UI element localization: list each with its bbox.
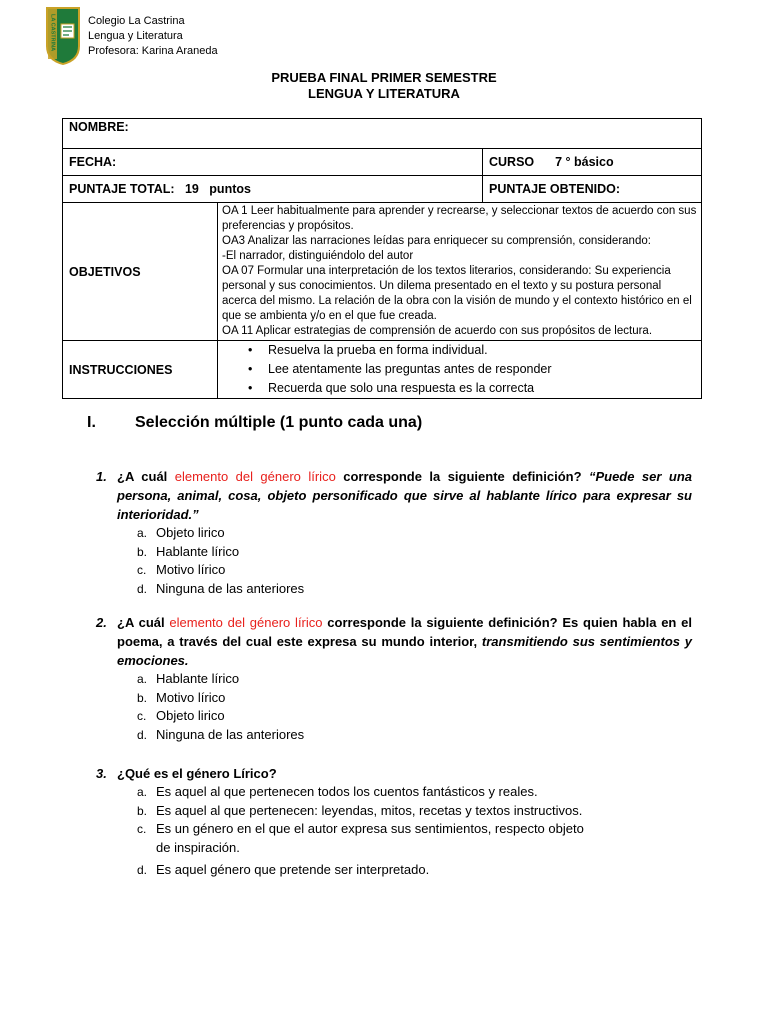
- answer-option[interactable]: [137, 543, 692, 562]
- option-letter: a.: [137, 672, 148, 686]
- stem-text: ¿A cuál: [117, 615, 170, 630]
- objective-item: OA3 Analizar las narraciones leídas para enriquecer su comprensión, considerando:: [222, 235, 651, 247]
- option-letter: b.: [137, 690, 148, 705]
- school-logo: [45, 6, 81, 66]
- answer-option[interactable]: [137, 820, 596, 857]
- answer-option[interactable]: [137, 580, 692, 599]
- instruction-item: • Lee atentamente las preguntas antes de responder: [248, 360, 695, 379]
- option-text: Es aquel al que pertenecen: leyendas, mitos, recetas y textos instructivos.: [156, 802, 583, 818]
- answer-option[interactable]: [137, 707, 692, 726]
- option-letter: c.: [137, 822, 147, 836]
- course-value: 7 ° básico: [555, 155, 614, 169]
- exam-subtitle: LENGUA Y LITERATURA: [308, 86, 460, 101]
- objectives-label: OBJETIVOS: [63, 203, 218, 341]
- question-stem: [96, 764, 692, 783]
- question-number: 3.: [96, 766, 107, 781]
- stem-text: corresponde la siguiente definición?: [335, 469, 589, 484]
- question-1: [96, 467, 692, 598]
- definition-quote: “Puede ser una persona, animal, cosa, objeto personificado que sirve al hablante lírico para expresar su interioridad.”: [117, 469, 692, 522]
- course-cell: [483, 149, 702, 176]
- question-number: 2.: [96, 615, 107, 630]
- option-letter: c.: [137, 709, 147, 723]
- answer-option[interactable]: [137, 802, 692, 821]
- school-name: Colegio La Castrina: [88, 15, 185, 27]
- teacher-name: Profesora: Karina Araneda: [88, 45, 218, 57]
- instructions-list: [218, 341, 702, 399]
- option-text: Es un género en el que el autor expresa sus sentimientos, respecto objeto de inspiración.: [156, 821, 584, 855]
- answer-option[interactable]: [137, 689, 692, 708]
- definition-quote: transmitiendo sus sentimientos y emociones.: [117, 634, 692, 668]
- answer-option[interactable]: [137, 861, 692, 880]
- answer-option[interactable]: [137, 726, 692, 745]
- question-stem: [96, 613, 692, 670]
- section-title: Selección múltiple (1 punto cada una): [135, 414, 423, 431]
- answer-option[interactable]: [137, 561, 692, 580]
- option-text: Ninguna de las anteriores: [156, 726, 305, 742]
- objectives-list: [218, 203, 702, 341]
- option-text: Ninguna de las anteriores: [156, 580, 305, 596]
- course-label: CURSO: [489, 155, 535, 169]
- name-field[interactable]: NOMBRE:: [63, 119, 702, 149]
- exam-title: PRUEBA FINAL PRIMER SEMESTRE: [271, 70, 497, 85]
- option-text: Objeto lirico: [156, 525, 225, 540]
- question-3: [96, 764, 692, 880]
- highlighted-term: elemento del género lírico: [174, 469, 336, 484]
- section-number: I.: [87, 414, 96, 431]
- option-letter: d.: [137, 863, 148, 877]
- answer-options: [96, 670, 692, 744]
- option-text: Motivo lírico: [156, 562, 226, 577]
- section-heading: [87, 414, 422, 432]
- obtained-score-field[interactable]: PUNTAJE OBTENIDO:: [483, 176, 702, 203]
- objective-item: -El narrador, distinguiéndolo del autor: [222, 250, 414, 262]
- option-text: Hablante lírico: [156, 671, 240, 686]
- option-text: Es aquel al que pertenecen todos los cuentos fantásticos y reales.: [156, 784, 538, 799]
- option-letter: c.: [137, 563, 147, 577]
- instructions-label: INSTRUCCIONES: [63, 341, 218, 399]
- option-letter: d.: [137, 727, 148, 742]
- option-letter: b.: [137, 544, 148, 559]
- total-score: PUNTAJE TOTAL: 19 puntos: [63, 176, 483, 203]
- stem-text: ¿Qué es el género Lírico?: [117, 766, 277, 781]
- question-stem: [96, 467, 692, 524]
- instruction-item: • Recuerda que solo una respuesta es la correcta: [248, 379, 695, 398]
- school-info: [88, 14, 218, 59]
- option-text: Motivo lírico: [156, 689, 226, 705]
- student-info-table: [62, 118, 702, 399]
- objective-item: OA 07 Formular una interpretación de los textos literarios, considerando: Su experiencia personal y sus conocimientos. Un dilema presentado en el texto y su postura personal acerca del mismo. La relación de la obra con la visión de mundo y el contexto histórico en el que se ambienta y/o en el que fue creada.: [222, 265, 692, 322]
- answer-options: [96, 783, 692, 880]
- answer-options: [96, 524, 692, 598]
- option-letter: d.: [137, 581, 148, 596]
- stem-text: corresponde la siguiente definición? Es quien habla en el poema, a través del cual este expresa su mundo interior,: [117, 615, 692, 649]
- option-text: Es aquel género que pretende ser interpretado.: [156, 862, 430, 877]
- objective-item: OA 11 Aplicar estrategias de comprensión de acuerdo con sus propósitos de lectura.: [222, 325, 653, 337]
- objective-item: OA 1 Leer habitualmente para aprender y recrearse, y seleccionar textos de acuerdo con sus preferencias y propósitos.: [222, 205, 697, 232]
- answer-option[interactable]: [137, 670, 692, 689]
- stem-text: ¿A cuál: [117, 469, 175, 484]
- answer-option[interactable]: [137, 783, 692, 802]
- option-letter: a.: [137, 526, 148, 540]
- subject-name: Lengua y Literatura: [88, 30, 183, 42]
- logo-text: LA CASTRINA: [49, 14, 56, 52]
- option-text: Hablante lírico: [156, 543, 240, 559]
- option-text: Objeto lirico: [156, 708, 225, 723]
- option-letter: b.: [137, 803, 148, 818]
- instruction-item: • Resuelva la prueba en forma individual.: [248, 341, 695, 360]
- answer-option[interactable]: [137, 524, 692, 543]
- date-field[interactable]: FECHA:: [63, 149, 483, 176]
- question-2: [96, 613, 692, 744]
- highlighted-term: elemento del género lírico: [169, 615, 323, 630]
- question-number: 1.: [96, 469, 107, 484]
- option-letter: a.: [137, 785, 148, 799]
